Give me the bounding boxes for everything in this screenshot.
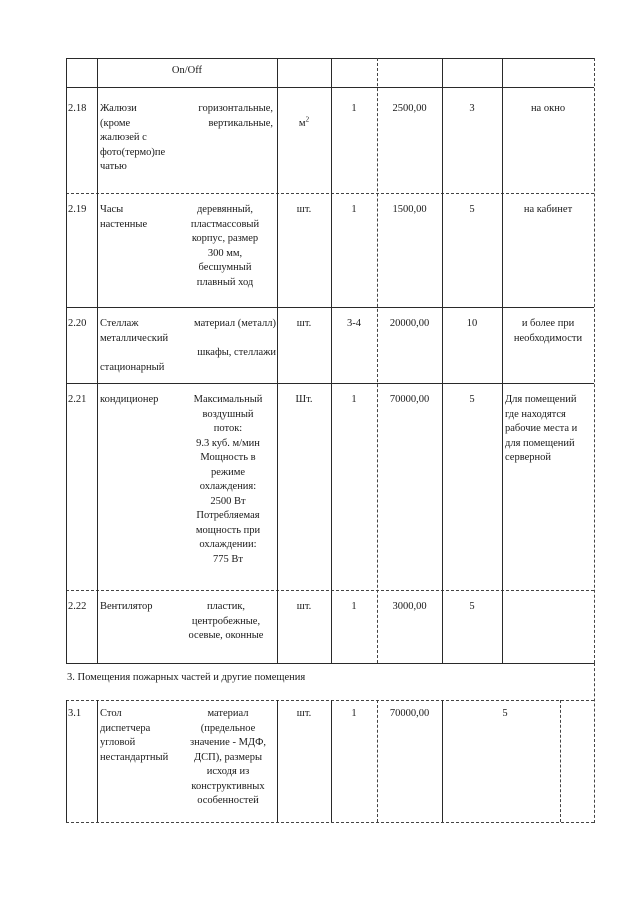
item-term: 5 — [469, 204, 475, 215]
item-name: Вентилятор — [100, 601, 153, 612]
table-rule — [442, 58, 443, 663]
header-row-text: On/Off — [171, 65, 203, 76]
item-price: 3000,00 — [392, 601, 427, 612]
table-rule — [97, 700, 98, 822]
row-number: 3.1 — [68, 708, 82, 719]
table-rule — [66, 58, 594, 59]
item-name: Стол диспетчера угловой нестандартный — [100, 708, 169, 763]
table-rule — [594, 58, 595, 663]
section-title: 3. Помещения пожарных частей и другие помещения — [67, 672, 306, 683]
table-rule — [66, 193, 594, 194]
item-note: и более при необходимости — [513, 318, 583, 344]
table-rule — [66, 590, 594, 591]
item-qty: 1 — [351, 103, 357, 114]
table-rule — [66, 822, 594, 823]
item-price: 70000,00 — [389, 708, 430, 719]
row-number: 2.19 — [68, 204, 87, 215]
row-number: 2.20 — [68, 318, 87, 329]
table-rule — [66, 307, 594, 308]
item-term: 5 — [469, 601, 475, 612]
item-qty: 1 — [351, 708, 357, 719]
table-rule — [66, 700, 594, 701]
table-rule — [502, 58, 503, 663]
item-note: Для помещений где находятся рабочие места и для помещений серверной — [505, 394, 578, 463]
table-rule — [442, 700, 443, 822]
item-spec: горизонтальные, вертикальные, — [198, 103, 273, 129]
row-number: 2.21 — [68, 394, 87, 405]
table-rule — [277, 58, 278, 663]
table-rule — [560, 700, 561, 822]
item-name: Часы настенные — [100, 204, 148, 230]
item-unit: шт. — [296, 708, 312, 719]
item-unit: шт. — [296, 204, 312, 215]
item-note: на окно — [530, 103, 566, 114]
item-qty: 1 — [351, 601, 357, 612]
row-number: 2.18 — [68, 103, 87, 114]
table-rule — [66, 58, 67, 663]
item-spec: пластик, центробежные, осевые, оконные — [188, 601, 264, 641]
table-rule — [594, 663, 595, 823]
item-spec: деревянный, пластмассовый корпус, размер 300 мм, бесшумный плавный ход — [190, 204, 260, 288]
item-unit: Шт. — [295, 394, 313, 405]
table-rule — [331, 58, 332, 663]
item-qty: 1 — [351, 394, 357, 405]
item-price: 2500,00 — [392, 103, 427, 114]
table-rule — [97, 58, 98, 663]
item-name: Жалюзи (кроме жалюзей с фото(термо)пе чатью — [100, 103, 166, 172]
item-qty: 3-4 — [347, 318, 361, 329]
table-rule — [66, 700, 67, 822]
item-spec: материал (предельное значение - МДФ, ДСП), размеры исходя из конструктивных особенностей — [189, 708, 266, 806]
table-rule — [377, 58, 378, 663]
item-unit: шт. — [296, 601, 312, 612]
item-note: на кабинет — [523, 204, 573, 215]
item-unit — [277, 102, 331, 131]
item-unit: шт. — [296, 318, 312, 329]
unit-superscript: 2 — [305, 115, 310, 123]
item-term: 5 — [502, 708, 508, 719]
item-term: 3 — [469, 103, 475, 114]
item-term: 10 — [466, 318, 478, 329]
item-term: 5 — [469, 394, 475, 405]
item-price: 70000,00 — [389, 394, 430, 405]
item-price: 1500,00 — [392, 204, 427, 215]
item-name: Стеллаж металлический стационарный — [100, 318, 169, 373]
unit-base: м — [298, 117, 306, 129]
item-price: 20000,00 — [389, 318, 430, 329]
table-rule — [66, 663, 594, 664]
table-rule — [66, 383, 594, 384]
item-qty: 1 — [351, 204, 357, 215]
item-spec: Максимальный воздушный поток: 9.3 куб. м/мин Мощность в режиме охлаждения: 2500 Вт Потребляемая мощность при охлаждении: 775 Вт — [193, 394, 263, 565]
item-name: кондиционер — [100, 394, 159, 405]
table-rule — [66, 87, 594, 88]
row-number: 2.22 — [68, 601, 87, 612]
item-spec: материал (металл) шкафы, стеллажи — [194, 318, 276, 358]
